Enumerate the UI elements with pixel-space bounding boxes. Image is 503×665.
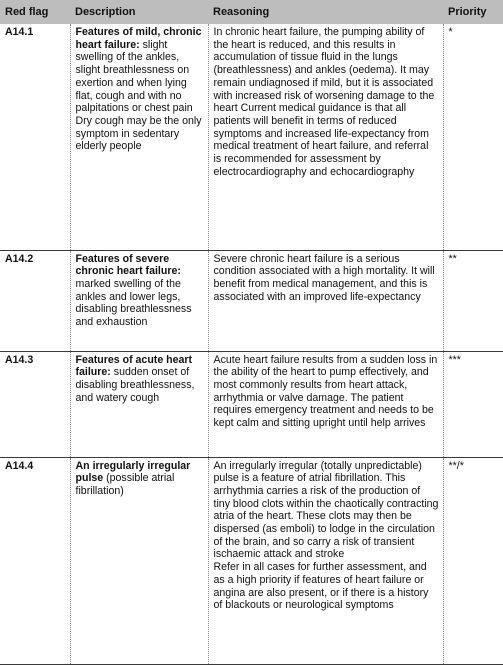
description-text: (possible atrial fibrillation) <box>75 472 175 497</box>
row-code: A14.3 <box>0 351 70 457</box>
description-text: marked swelling of the ankles and lower legs, disabling breathlessness and exhaustion <box>75 277 192 329</box>
header-description: Description <box>75 5 136 18</box>
row-description <box>70 457 208 665</box>
reasoning-text: An irregularly irregular (totally unpredictable) pulse is a feature of atrial fibrillation. This arrhythmia carries a risk of the production of tiny blood clots within the chaotically contracting atria of the heart. These clots may then be dispersed (as emboli) to lodge in the circulation of the brain, and so carry a risk of transient ischaemic attack and stroke <box>213 459 439 561</box>
description-heading: Features of mild, chronic heart failure: <box>75 26 202 51</box>
row-priority: **/* <box>448 459 464 472</box>
row-reasoning <box>208 24 443 250</box>
row-description <box>70 250 208 351</box>
description-text: sudden onset of disabling breathlessness, and watery cough <box>75 366 195 404</box>
description-heading: An irregularly irregular pulse <box>75 459 191 485</box>
row-reasoning <box>208 457 443 665</box>
description-heading: Features of acute heart failure: <box>75 353 193 379</box>
header-priority: Priority <box>448 5 487 18</box>
table-body <box>0 24 503 665</box>
row-description <box>70 351 208 457</box>
row-priority: * <box>448 26 453 38</box>
row-reasoning <box>208 250 443 351</box>
table-row <box>0 351 503 457</box>
table-row <box>0 24 503 250</box>
row-code: A14.2 <box>0 250 70 351</box>
header-row <box>0 0 503 24</box>
header-red-flag: Red flag <box>5 5 49 18</box>
reasoning-text: In chronic heart failure, the pumping ability of the heart is reduced, and this results in accumulation of tissue fluid in the lungs (breathlessness) and ankles (oedema). It may remain undiagnosed if mild, but it is associated with increased risk of worsening damage to the heart Current medical guidance is that all patients will benefit in terms of reduced symptoms and increased life-expectancy from medical treatment of heart failure, and referral is recommended for assessment by electrocardiography and echocardiography <box>213 26 435 178</box>
reasoning-note: Refer in all cases for further assessment, and as a high priority if features of heart failure or angina are also present, or if there is a history of blackouts or neurological symptoms <box>213 561 429 612</box>
row-code: A14.1 <box>0 24 70 250</box>
table-row <box>0 457 503 665</box>
table-header <box>0 0 503 24</box>
reasoning-text: Severe chronic heart failure is a serious condition associated with a high mortality. It will benefit from medical management, and this is associated with an improved life-expectancy <box>213 252 435 303</box>
description-text: slight swelling of the ankles, slight breathlessness on exertion and when lying flat, cough and with no palpitations or chest pain <box>75 38 193 115</box>
row-code: A14.4 <box>0 457 70 665</box>
description-heading: Features of severe chronic heart failure: <box>75 252 181 278</box>
description-note: Dry cough may be the only symptom in sedentary elderly people <box>75 114 202 153</box>
reasoning-text: Acute heart failure results from a sudden loss in the ability of the heart to pump effectively, and most commonly results from heart attack, arrhythmia or valve damage. The patient requires emergency treatment and needs to be kept calm and sitting upright until help arrives <box>213 353 438 430</box>
row-reasoning <box>208 351 443 457</box>
row-priority: *** <box>448 353 461 366</box>
header-reasoning: Reasoning <box>213 5 270 18</box>
table-row <box>0 250 503 351</box>
row-description <box>70 24 208 250</box>
row-priority: ** <box>448 252 457 265</box>
